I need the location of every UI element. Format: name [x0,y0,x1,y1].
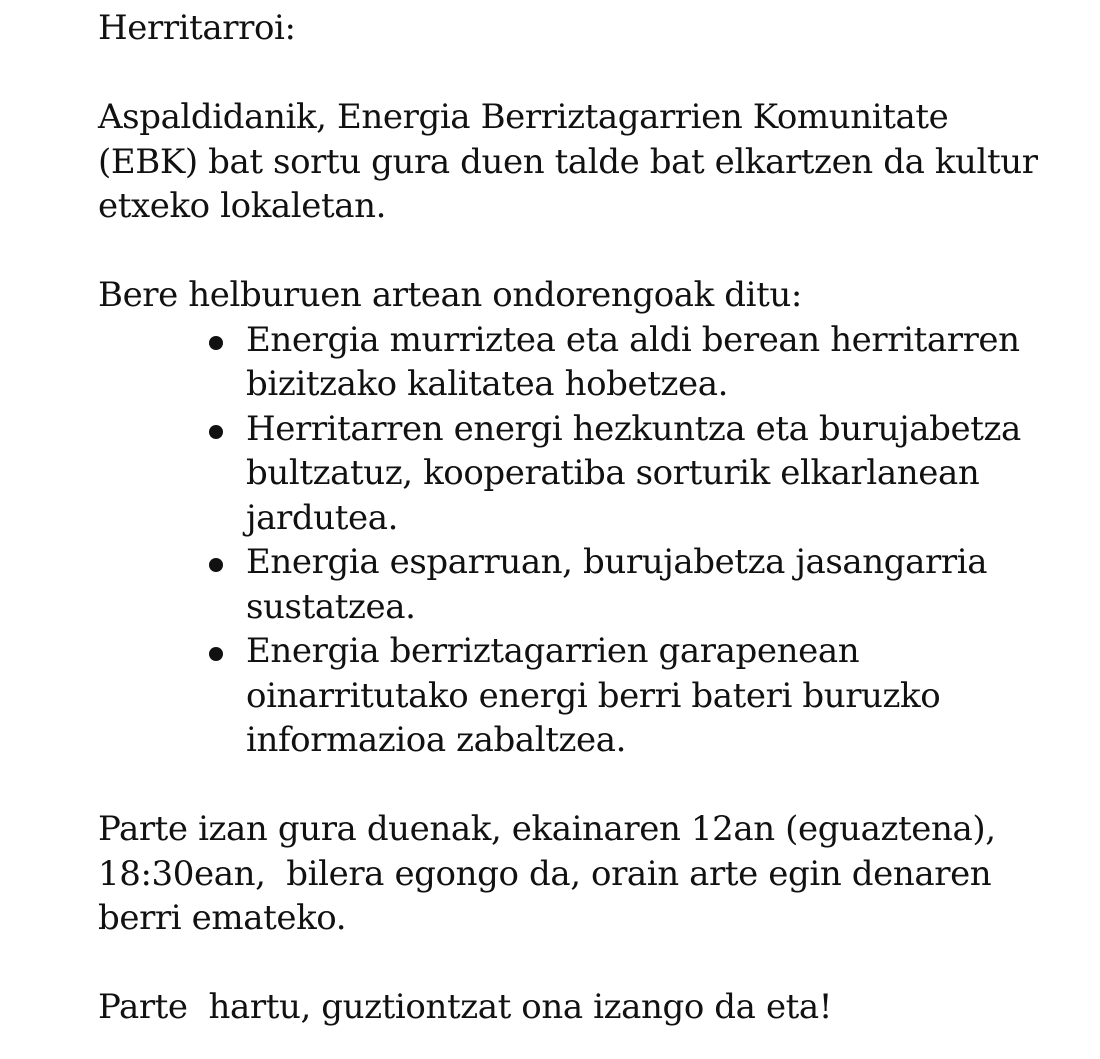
list-item-text: Energia murriztea eta aldi berean herritarren bizitzako kalitatea hobetzea. [246,319,1020,404]
intro-paragraph: Aspaldidanik, Energia Berriztagarrien Komunitate (EBK) bat sortu gura duen talde bat elkartzen da kultur etxeko lokaletan. [98,97,1038,226]
paragraph-gap [98,51,1058,96]
bullet-icon [209,558,223,572]
list-item [246,318,1058,407]
paragraph-gap [98,763,1058,808]
list-item [246,540,1058,629]
list-item-text: Herritarren energi hezkuntza eta burujabetza bultzatuz, kooperatiba sorturik elkarlanean jardutea. [246,408,1021,538]
greeting-line: Herritarroi: [98,8,296,48]
closing-line: Parte hartu, guztiontzat ona izango da eta! [98,987,833,1027]
document-page [98,6,1058,1030]
bullet-icon [209,336,223,350]
goals-list [98,318,1058,763]
goals-heading: Bere helburuen artean ondorengoak ditu: [98,275,802,315]
list-item-text: Energia esparruan, burujabetza jasangarria sustatzea. [246,542,988,627]
list-item-text: Energia berriztagarrien garapenean oinarritutako energi berri bateri buruzko informazioa zabaltzea. [246,631,941,760]
paragraph-gap [98,229,1058,274]
list-item [246,629,1058,763]
list-item [246,407,1058,541]
bullet-icon [209,425,223,439]
bullet-icon [209,647,223,661]
meeting-paragraph: Parte izan gura duenak, ekainaren 12an (eguaztena), 18:30ean, bilera egongo da, orain arte egin denaren berri emateko. [98,809,1007,938]
paragraph-gap [98,941,1058,986]
